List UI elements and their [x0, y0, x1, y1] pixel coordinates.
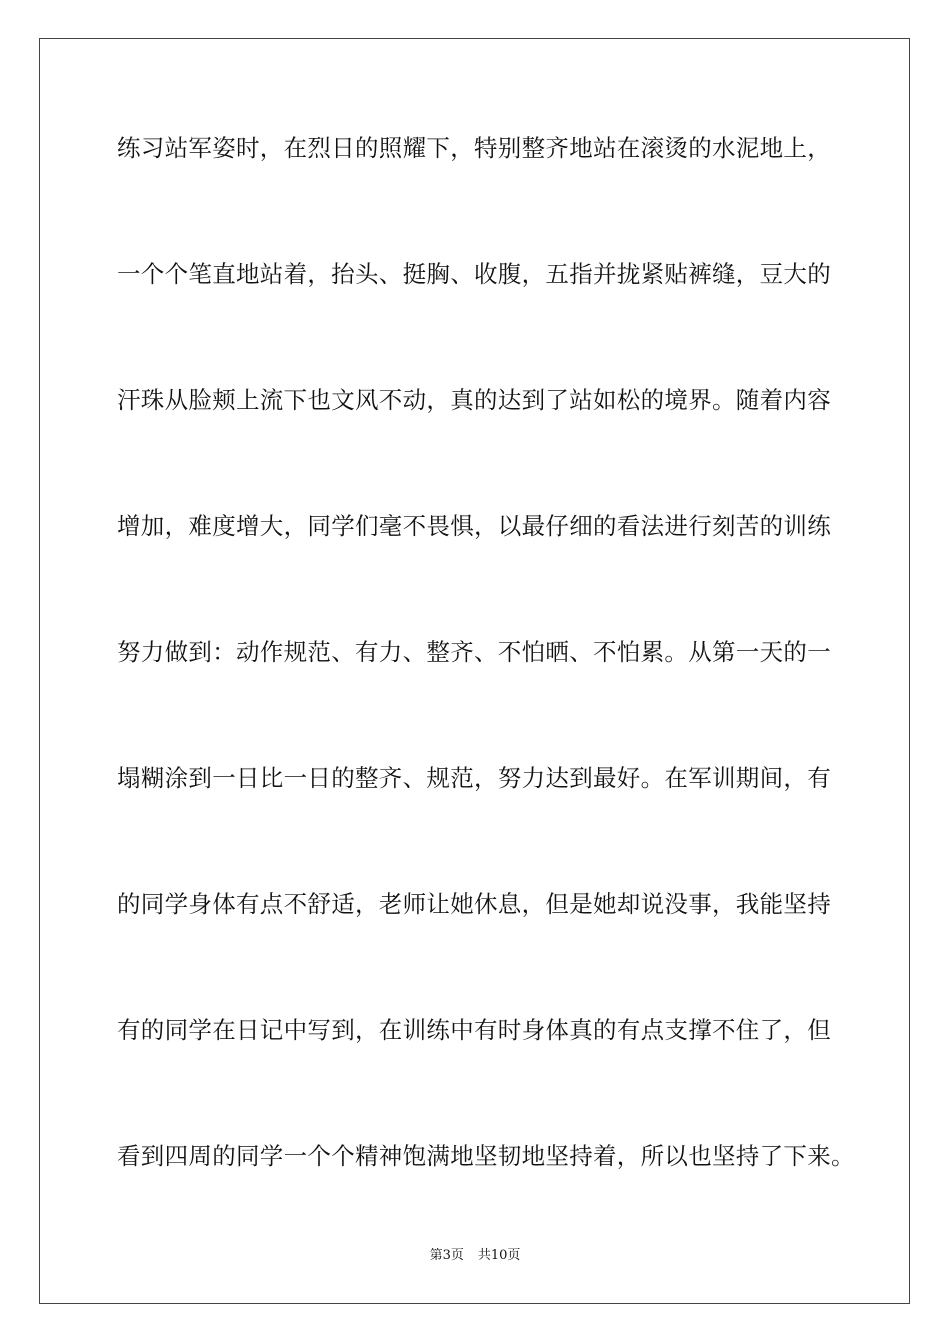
page-footer	[0, 1247, 950, 1265]
body-text-line: 努力做到：动作规范、有力、整齐、不怕晒、不怕累。从第一天的一	[117, 638, 831, 666]
body-text-line: 汗珠从脸颊上流下也文风不动，真的达到了站如松的境界。随着内容	[117, 386, 831, 414]
body-text-line: 有的同学在日记中写到，在训练中有时身体真的有点支撑不住了，但	[117, 1016, 831, 1044]
body-text-line: 一个个笔直地站着，抬头、挺胸、收腹，五指并拢紧贴裤缝，豆大的	[117, 260, 831, 288]
body-text-line: 增加，难度增大，同学们毫不畏惧，以最仔细的看法进行刻苦的训练	[117, 512, 831, 540]
body-text-line: 练习站军姿时，在烈日的照耀下，特别整齐地站在滚烫的水泥地上，	[117, 134, 831, 162]
page-total: 共10页	[477, 1248, 521, 1263]
body-text-line: 的同学身体有点不舒适，老师让她休息，但是她却说没事，我能坚持	[117, 890, 831, 918]
page-border	[39, 38, 910, 1304]
body-text-line: 看到四周的同学一个个精神饱满地坚韧地坚持着，所以也坚持了下来。	[117, 1142, 855, 1170]
page-number: 第3页	[429, 1248, 464, 1263]
body-text-line: 塌糊涂到一日比一日的整齐、规范，努力达到最好。在军训期间，有	[117, 764, 831, 792]
